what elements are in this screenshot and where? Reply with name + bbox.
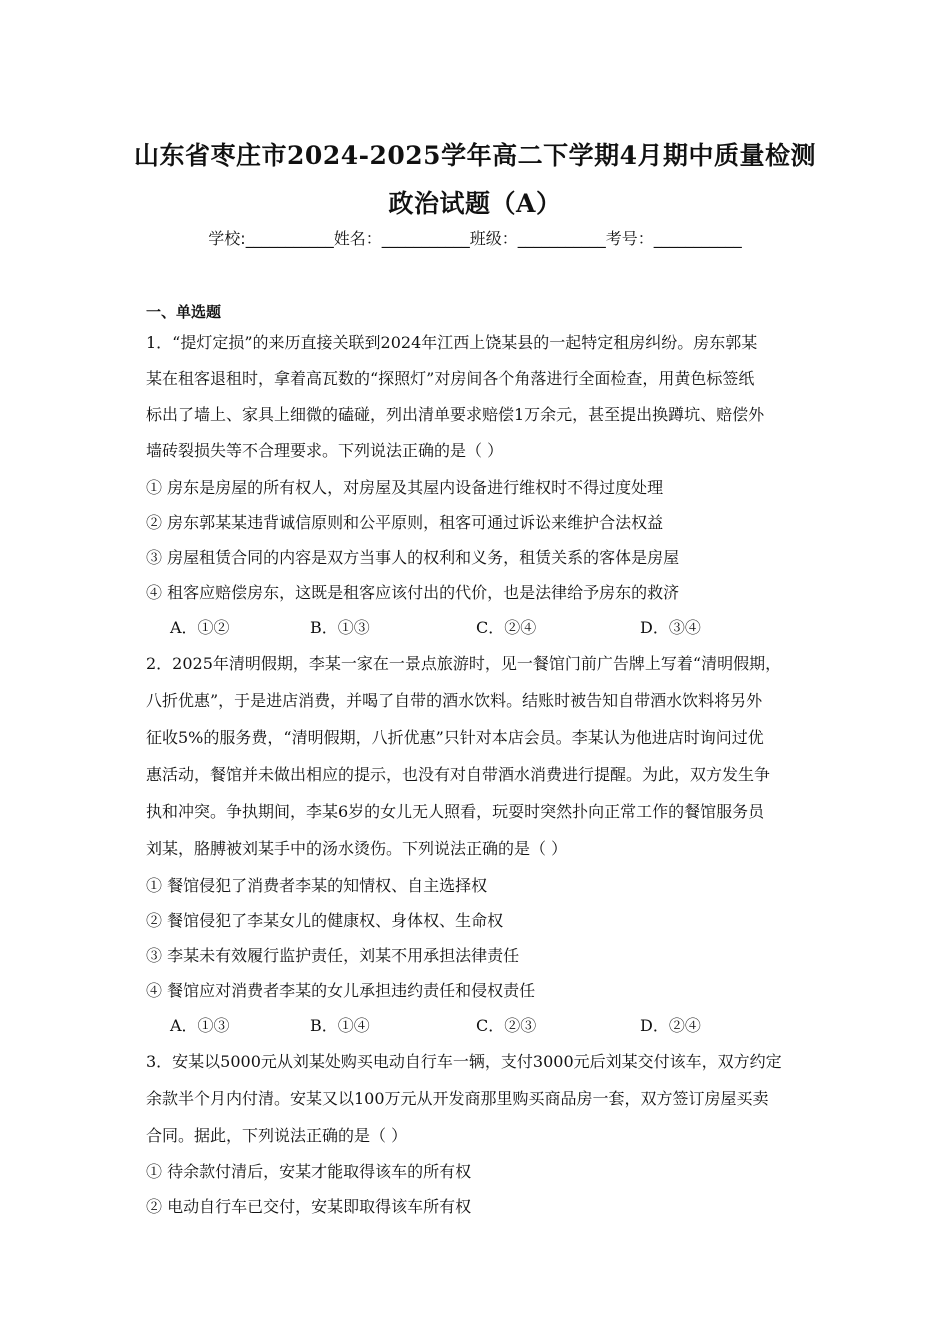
question-2-statement-2: ② 餐馆侵犯了李某女儿的健康权、身体权、生命权 (146, 911, 504, 930)
question-2-statement-1: ① 餐馆侵犯了消费者李某的知情权、自主选择权 (146, 876, 488, 895)
question-1-line-4: 墙砖裂损失等不合理要求。下列说法正确的是（ ） (146, 441, 504, 460)
page-subtitle: 政治试题（A） (388, 189, 562, 218)
question-3-statement-1: ① 待余款付清后，安某才能取得该车的所有权 (146, 1162, 472, 1181)
page-title: 山东省枣庄市2024-2025学年高二下学期4月期中质量检测 (134, 141, 816, 170)
question-1-line-3: 标出了墙上、家具上细微的磕碰，列出清单要求赔偿1万余元，甚至提出换蹲坑、赔偿外 (146, 405, 765, 424)
question-1-option-b[interactable]: B．①③ (310, 618, 370, 637)
question-2-option-b[interactable]: B．①④ (310, 1016, 370, 1035)
section-heading: 一、单选题 (146, 303, 222, 321)
question-1-option-c[interactable]: C．②④ (476, 618, 537, 637)
question-2-line-4: 惠活动，餐馆并未做出相应的提示，也没有对自带酒水消费进行提醒。为此，双方发生争 (146, 765, 771, 784)
question-2-line-5: 执和冲突。争执期间，李某6岁的女儿无人照看，玩耍时突然扑向正常工作的餐馆服务员 (146, 802, 765, 821)
question-1-statement-1: ① 房东是房屋的所有权人，对房屋及其屋内设备进行维权时不得过度处理 (146, 478, 664, 497)
question-1-option-d[interactable]: D．③④ (640, 618, 701, 637)
question-3-statement-2: ② 电动自行车已交付，安某即取得该车所有权 (146, 1197, 472, 1216)
question-2-option-d[interactable]: D．②④ (640, 1016, 701, 1035)
question-2-line-3: 征收5%的服务费，“清明假期，八折优惠”只针对本店会员。李某认为他进店时询问过优 (146, 728, 764, 747)
question-2-line-2: 八折优惠”，于是进店消费，并喝了自带的酒水饮料。结账时被告知自带酒水饮料将另外 (146, 691, 763, 710)
student-info-line: 学校:___________姓名：___________班级：___________考号：___________ (208, 229, 742, 248)
question-1-option-a[interactable]: A．①② (170, 618, 230, 637)
question-1-line-2: 某在租客退租时，拿着高瓦数的“探照灯”对房间各个角落进行全面检查，用黄色标签纸 (146, 369, 755, 388)
question-2-option-a[interactable]: A．①③ (170, 1016, 230, 1035)
question-2-line-6: 刘某，胳膊被刘某手中的汤水烫伤。下列说法正确的是（ ） (146, 839, 568, 858)
question-2-statement-4: ④ 餐馆应对消费者李某的女儿承担违约责任和侵权责任 (146, 981, 536, 1000)
question-1-statement-2: ② 房东郭某某违背诚信原则和公平原则，租客可通过诉讼来维护合法权益 (146, 513, 664, 532)
question-1-statement-3: ③ 房屋租赁合同的内容是双方当事人的权利和义务，租赁关系的客体是房屋 (146, 548, 680, 567)
question-2-statement-3: ③ 李某未有效履行监护责任，刘某不用承担法律责任 (146, 946, 520, 965)
question-2-line-1: 2．2025年清明假期，李某一家在一景点旅游时，见一餐馆门前广告牌上写着“清明假期， (146, 654, 782, 673)
question-3-line-3: 合同。据此，下列说法正确的是（ ） (146, 1126, 408, 1145)
question-1-statement-4: ④ 租客应赔偿房东，这既是租客应该付出的代价，也是法律给予房东的救济 (146, 583, 680, 602)
question-3-line-2: 余款半个月内付清。安某又以100万元从开发商那里购买商品房一套，双方签订房屋买卖 (146, 1089, 769, 1108)
question-1-line-1: 1．“提灯定损”的来历直接关联到2024年江西上饶某县的一起特定租房纠纷。房东郭某 (146, 333, 758, 352)
question-2-option-c[interactable]: C．②③ (476, 1016, 537, 1035)
question-3-line-1: 3．安某以5000元从刘某处购买电动自行车一辆，支付3000元后刘某交付该车，双方约定 (146, 1052, 782, 1071)
